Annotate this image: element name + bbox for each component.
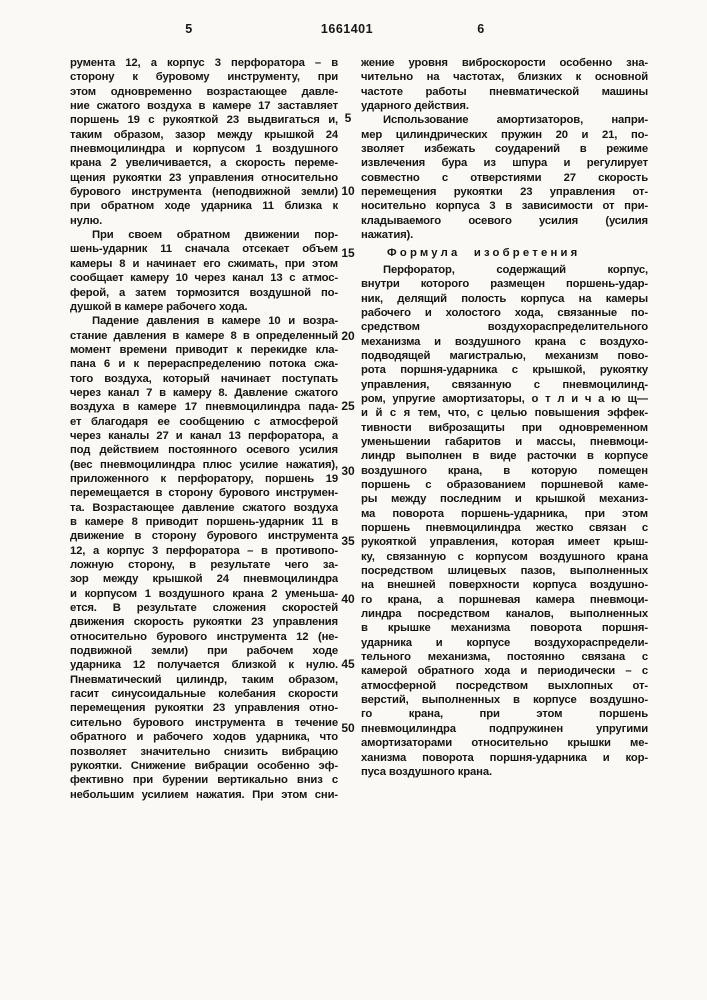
text-line: камерой обратного хода и периодически – с — [361, 665, 648, 678]
text-line: таким образом, зазор между крышкой 24 — [70, 128, 338, 141]
formula-heading: Формула изобретения — [387, 247, 581, 260]
paragraph — [70, 56, 338, 228]
text-line: ханизма поворота поршня-ударника и кор- — [361, 751, 648, 764]
text-line: совместно с отверстиями 27 скорость — [361, 171, 648, 184]
text-line: момент времени приводит к перекидке кла- — [70, 343, 338, 356]
text-line: го крана, а поршневая камера пневмоци- — [361, 593, 648, 606]
text-line: нажатия). — [361, 229, 414, 242]
paragraph — [361, 263, 648, 779]
text-line: гасит синусоидальные колебания скорости — [70, 688, 338, 701]
text-line: При своем обратном движении пор- — [92, 229, 338, 242]
text-line: рабочего и холостого хода, связанные по- — [361, 306, 648, 319]
gutter-line-number: 50 — [341, 721, 355, 735]
text-line: управления, связанную с пневмоцилинд- — [361, 378, 648, 391]
paragraph — [70, 228, 338, 314]
gutter-line-number: 20 — [341, 329, 355, 343]
paragraph — [70, 314, 338, 802]
text-line: тивности виброзащиты при одновременном — [361, 421, 648, 434]
text-line: 12, а корпус 3 перфоратора – в противопо- — [70, 544, 338, 557]
text-line: рота поршня-ударника с крышкой, рукоятку — [361, 364, 648, 377]
left-column-number: 5 — [185, 22, 193, 36]
gutter-line-number: 40 — [341, 592, 355, 606]
text-line: пуса воздушного крана. — [361, 765, 492, 778]
text-line: сообщает камеру 10 через канал 13 с атмос- — [70, 272, 338, 285]
text-line: движения скорость рукоятки 23 управления — [70, 616, 338, 629]
text-line: того воздуха, который начинает поступать — [70, 372, 338, 385]
text-line: ударного действия. — [361, 100, 469, 113]
text-line: уменьшении габаритов и массы, пневмоци- — [361, 435, 648, 448]
text-line: сторону к буровому инструменту, при — [70, 71, 338, 84]
text-line: душкой в камере рабочего хода. — [70, 300, 248, 313]
text-line: ние сжатого воздуха в камере 17 заставляет — [70, 100, 338, 113]
patent-number: 1661401 — [320, 22, 374, 36]
text-line: зволяет избежать соударений в режиме — [361, 143, 648, 156]
text-line: через канал 7 в камеру 8. Давление сжатого — [70, 386, 338, 399]
gutter-line-number: 35 — [341, 534, 355, 548]
text-line: ется. В результате сложения скоростей — [70, 602, 338, 615]
text-line: рукоятки. Снижение вибрации особенно эф- — [70, 759, 338, 772]
text-line: механизма и воздушного крана с воздухо- — [361, 335, 648, 348]
text-line: позволяет значительно снизить вибрацию — [70, 745, 338, 758]
text-line: пневмоцилиндра и корпусом 1 воздушного — [70, 143, 338, 156]
text-line: на внешней поверхности корпуса воздушно- — [361, 579, 648, 592]
text-line: подвижной земли) при рабочем ходе — [70, 645, 338, 658]
text-line: амортизаторами относительно крышки ме- — [361, 737, 648, 750]
text-line: ма поворота поршень-ударника, при этом — [361, 507, 648, 520]
text-line: ферой, а затем тормозится воздушной по- — [70, 286, 338, 299]
text-line: приложенного к перфоратору, поршень 19 — [70, 472, 338, 485]
left-text-column — [70, 56, 338, 802]
text-line: ет благодаря ее сообщению с атмосферой — [70, 415, 338, 428]
text-line: та. Возрастающее давление сжатого воздуха — [70, 501, 338, 514]
text-line: под действием постоянного осевого усилия — [70, 444, 338, 457]
right-column-number: 6 — [477, 22, 485, 36]
text-line: через каналы 27 и канал 13 перфоратора, а — [70, 429, 338, 442]
paragraph — [361, 113, 648, 242]
text-line: внутри которого размещен поршень-удар- — [361, 278, 648, 291]
text-line: Пневматический цилиндр, таким образом, — [70, 673, 338, 686]
text-line: средством воздухораспределительного — [361, 321, 648, 334]
text-line: и корпусом 1 воздушного крана 2 уменьша- — [70, 587, 338, 600]
gutter-line-number: 10 — [341, 184, 355, 198]
text-line: воздушного крана, в которую помещен — [361, 464, 648, 477]
text-line: ударника и корпусе воздухораспредели- — [361, 636, 648, 649]
gutter-line-number: 45 — [341, 657, 355, 671]
text-line: ку, связанную с корпусом воздушного крана — [361, 550, 648, 563]
text-line: ник, делящий полость корпуса на камеры — [361, 292, 648, 305]
text-line: перемещения рукоятки 23 управления от- — [361, 186, 648, 199]
paragraph — [361, 56, 648, 113]
text-line: ром, упругие амортизаторы, о т л и ч а ю щ— — [361, 392, 648, 405]
text-line: поршень 19 с рукояткой 23 выдвигаться и, — [70, 114, 338, 127]
text-line: Перфоратор, содержащий корпус, — [383, 263, 648, 276]
text-line: движение в сторону бурового инструмента — [70, 530, 338, 543]
text-line: крана 2 увеличивается, а скорость переме- — [70, 157, 338, 170]
text-line: мер цилиндрических пружин 20 и 21, по- — [361, 128, 648, 141]
text-line: Использование амортизаторов, напри- — [383, 114, 648, 127]
text-line: чительно на частотах, близких к основной — [361, 71, 648, 84]
gutter-line-number: 30 — [341, 464, 355, 478]
text-line: атмосферной посредством выхлопных от- — [361, 679, 648, 692]
text-line: румента 12, а корпус 3 перфоратора – в — [70, 57, 338, 69]
text-line: шень-ударник 11 сначала отсекает объем — [70, 243, 338, 256]
text-line: камеры 8 и начинает его сжимать, при этом — [70, 257, 338, 270]
text-line: Падение давления в камере 10 и возра- — [92, 315, 338, 328]
text-line: обратного и рабочего ходов ударника, что — [70, 731, 338, 744]
text-line: зор между крышкой 24 пневмоцилиндра — [70, 573, 338, 586]
gutter-line-number: 25 — [341, 399, 355, 413]
text-line: ударника 12 получается близкой к нулю. — [70, 659, 338, 672]
text-line: и й с я тем, что, с целью повышения эффек- — [361, 407, 648, 420]
text-line: извлечения бура из шпура и регулирует — [361, 157, 648, 170]
text-line: рукояткой управления, которая имеет крыш- — [361, 536, 648, 549]
text-line: щения рукоятки 23 управления относительно — [70, 171, 338, 184]
text-line: в камере 8 приводит поршень-ударник 11 в — [70, 516, 338, 528]
text-line: небольшим усилием нажатия. При этом сни- — [70, 788, 338, 801]
text-line: перемещения рукоятки 23 управления отно- — [70, 702, 338, 715]
text-line: нулю. — [70, 214, 103, 227]
text-line: в крышке механизма поворота поршня- — [361, 622, 648, 635]
text-line: сительно бурового инструмента в течение — [70, 716, 338, 729]
text-line: стание давления в камере 8 в определенный — [70, 329, 338, 342]
text-line: пана 6 и к перераспределению потока сжа- — [70, 358, 338, 371]
text-line: посредством шлицевых пазов, выполненных — [361, 565, 648, 578]
text-line: жение уровня виброскорости особенно зна- — [361, 57, 648, 69]
text-line: этом одновременно возрастающее давле- — [70, 85, 338, 98]
text-line: линдр выполнен в виде расточки в корпусе — [361, 450, 648, 463]
text-line: воздуха в камере 17 пневмоцилиндра пада- — [70, 401, 338, 414]
text-line: перемещается в сторону бурового инструмен- — [70, 487, 338, 500]
text-line: при обратном ходе ударника 11 близка к — [70, 200, 338, 213]
text-line: пневмоцилиндра подпружинен упругими — [361, 722, 648, 735]
text-line: верстий, выполненных в корпусе воздушно- — [361, 694, 648, 707]
text-line: относительно бурового инструмента 12 (не- — [70, 630, 338, 643]
text-line: го крана, при этом поршень — [361, 708, 648, 721]
text-line: фективно при бурении вертикально вниз с — [70, 774, 338, 787]
text-line: подводящей магистралью, механизм пово- — [361, 349, 648, 362]
text-line: линдра посредством каналов, выполненных — [361, 608, 648, 621]
text-line: бурового инструмента (неподвижной земли) — [70, 186, 338, 199]
text-line: частоте работы пневматической машины — [361, 85, 648, 98]
text-line: поршень с образованием поршневой каме- — [361, 478, 648, 491]
text-line: (вес пневмоцилиндра плюс усилие нажатия), — [70, 458, 338, 471]
gutter-line-number: 5 — [344, 111, 352, 125]
gutter-line-number: 15 — [341, 246, 355, 260]
text-line: ры между последним и крышкой механиз- — [361, 493, 648, 506]
text-line: носительно корпуса 3 в зависимости от при- — [361, 200, 648, 213]
text-line: тельного механизма, постоянно связана с — [361, 651, 648, 664]
text-line: ложную сторону, в результате чего за- — [70, 559, 338, 572]
text-line: кладываемого осевого усилия (усилия — [361, 214, 648, 227]
right-text-column — [361, 56, 648, 779]
text-line: поршень пневмоцилиндра жестко связан с — [361, 522, 648, 534]
